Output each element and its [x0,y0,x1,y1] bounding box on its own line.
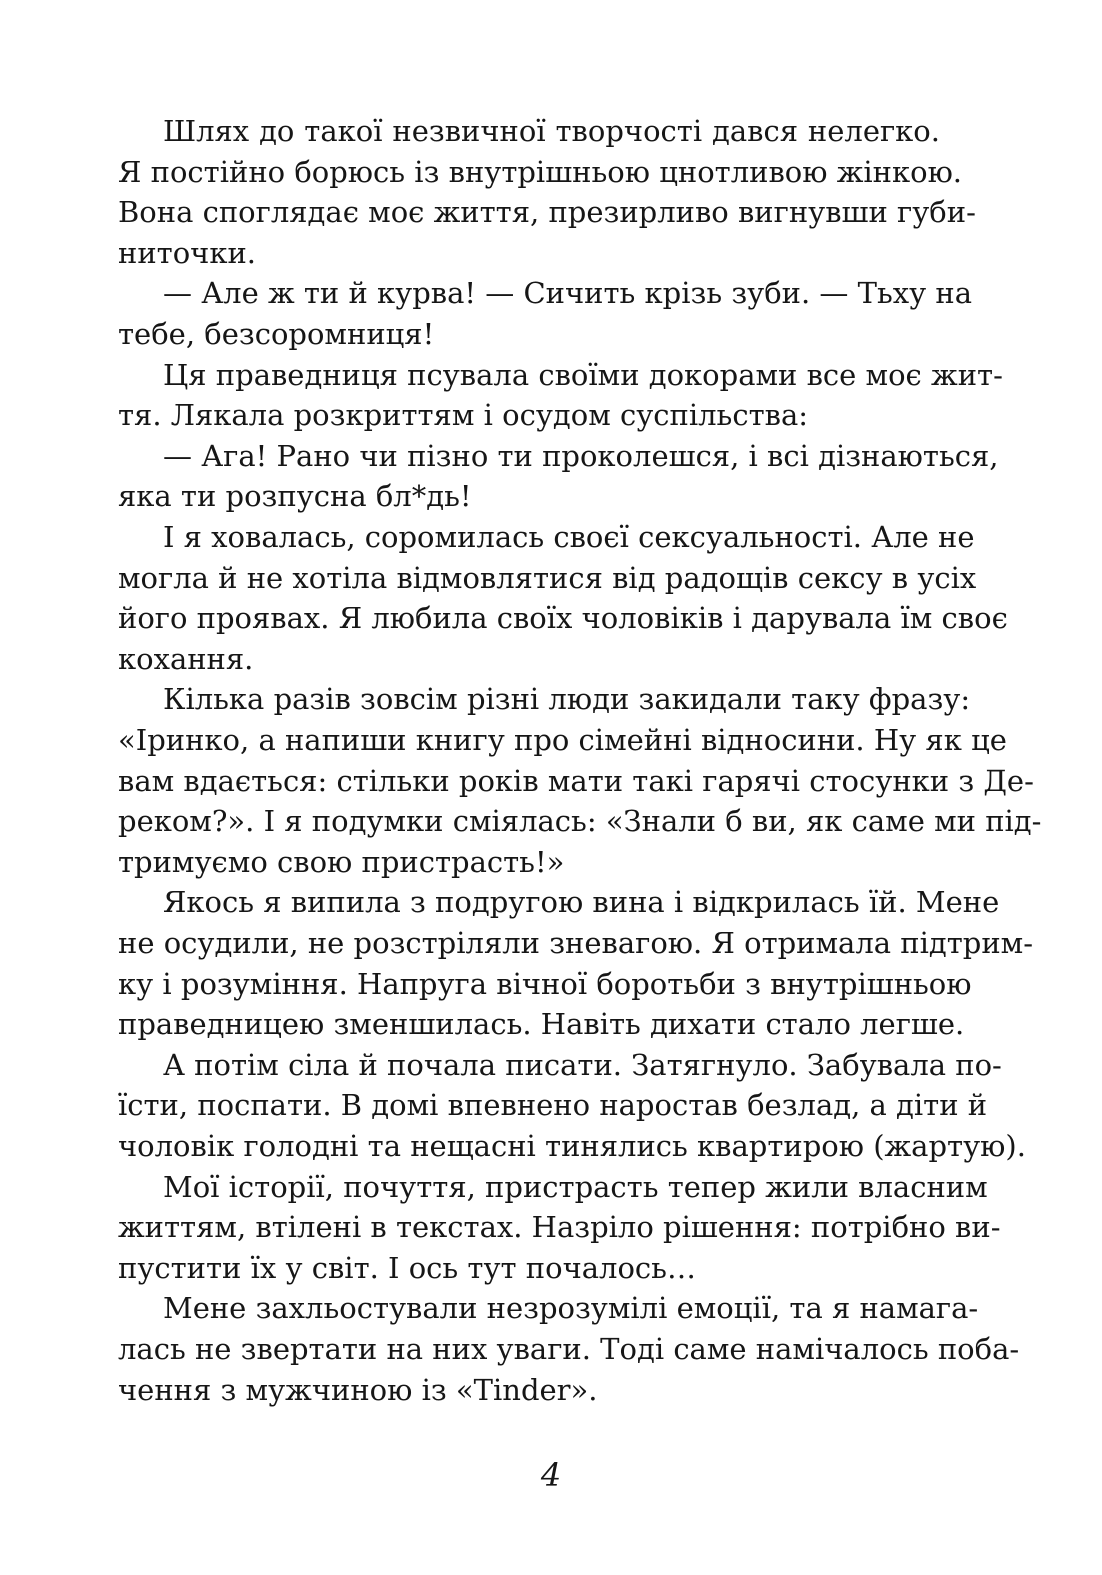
paragraph-line: тримуємо свою пристрасть!» [118,845,565,879]
paragraph-first-line: А потім сіла й почала писати. Затягнуло. Забувала по- [163,1048,1002,1082]
paragraph-line: не осудили, не розстріляли зневагою. Я отримала підтрим- [118,926,1034,960]
paragraph-line: ку і розуміння. Напруга вічної боротьби з внутрішньою [118,967,972,1001]
paragraph-line: тя. Лякала розкриттям і осудом суспільства: [118,398,809,432]
page-number: 4 [540,1456,562,1494]
paragraph-line: лась не звертати на них уваги. Тоді саме намічалось поба- [118,1332,1020,1366]
paragraph-line: праведницею зменшилась. Навіть дихати стало легше. [118,1007,965,1041]
paragraph-line: вам вдається: стільки років мати такі гарячі стосунки з Де- [118,764,1034,798]
paragraph-first-line: Ця праведниця псувала своїми докорами все моє жит- [163,358,1003,392]
paragraph-first-line: — Але ж ти й курва! — Сичить крізь зуби. — Тьху на [163,276,973,310]
paragraph-line: життям, втілені в текстах. Назріло рішення: потрібно ви- [118,1210,1001,1244]
paragraph-line: ниточки. [118,236,257,270]
paragraph-line: їсти, поспати. В домі впевнено наростав безлад, а діти й [118,1088,988,1122]
paragraph-line: його проявах. Я любила своїх чоловіків і дарувала їм своє [118,601,1008,635]
paragraph-line: тебе, безсоромниця! [118,317,435,351]
paragraph-line: яка ти розпусна бл*дь! [118,479,472,513]
paragraph-first-line: Мене захльостували незрозумілі емоції, та я намага- [163,1291,979,1325]
paragraph-line: могла й не хотіла відмовлятися від радощів сексу в усіх [118,561,977,595]
paragraph-first-line: Кілька разів зовсім різні люди закидали таку фразу: [163,682,971,716]
paragraph-first-line: І я ховалась, соромилась своєї сексуальності. Але не [163,520,975,554]
paragraph-line: пустити їх у світ. І ось тут почалось… [118,1251,696,1285]
paragraph-line: реком?». І я подумки сміялась: «Знали б ви, як саме ми під- [118,804,1042,838]
paragraph-line: чення з мужчиною із «Tinder». [118,1373,598,1407]
paragraph-line: «Іринко, а напиши книгу про сімейні відносини. Ну як це [118,723,1007,757]
paragraph-line: Я постійно борюсь із внутрішньою цнотливою жінкою. [118,155,963,189]
paragraph-first-line: Якось я випила з подругою вина і відкрилась їй. Мене [163,885,1000,919]
paragraph-line: Вона споглядає моє життя, презирливо вигнувши губи- [118,195,976,229]
paragraph-first-line: Мої історії, почуття, пристрасть тепер жили власним [163,1170,988,1204]
paragraph-first-line: Шлях до такої незвичної творчості дався нелегко. [163,114,940,148]
paragraph-line: чоловік голодні та нещасні тинялись квартирою (жартую). [118,1129,1026,1163]
paragraph-first-line: — Ага! Рано чи пізно ти проколешся, і всі дізнаються, [163,439,999,473]
paragraph-line: кохання. [118,642,254,676]
